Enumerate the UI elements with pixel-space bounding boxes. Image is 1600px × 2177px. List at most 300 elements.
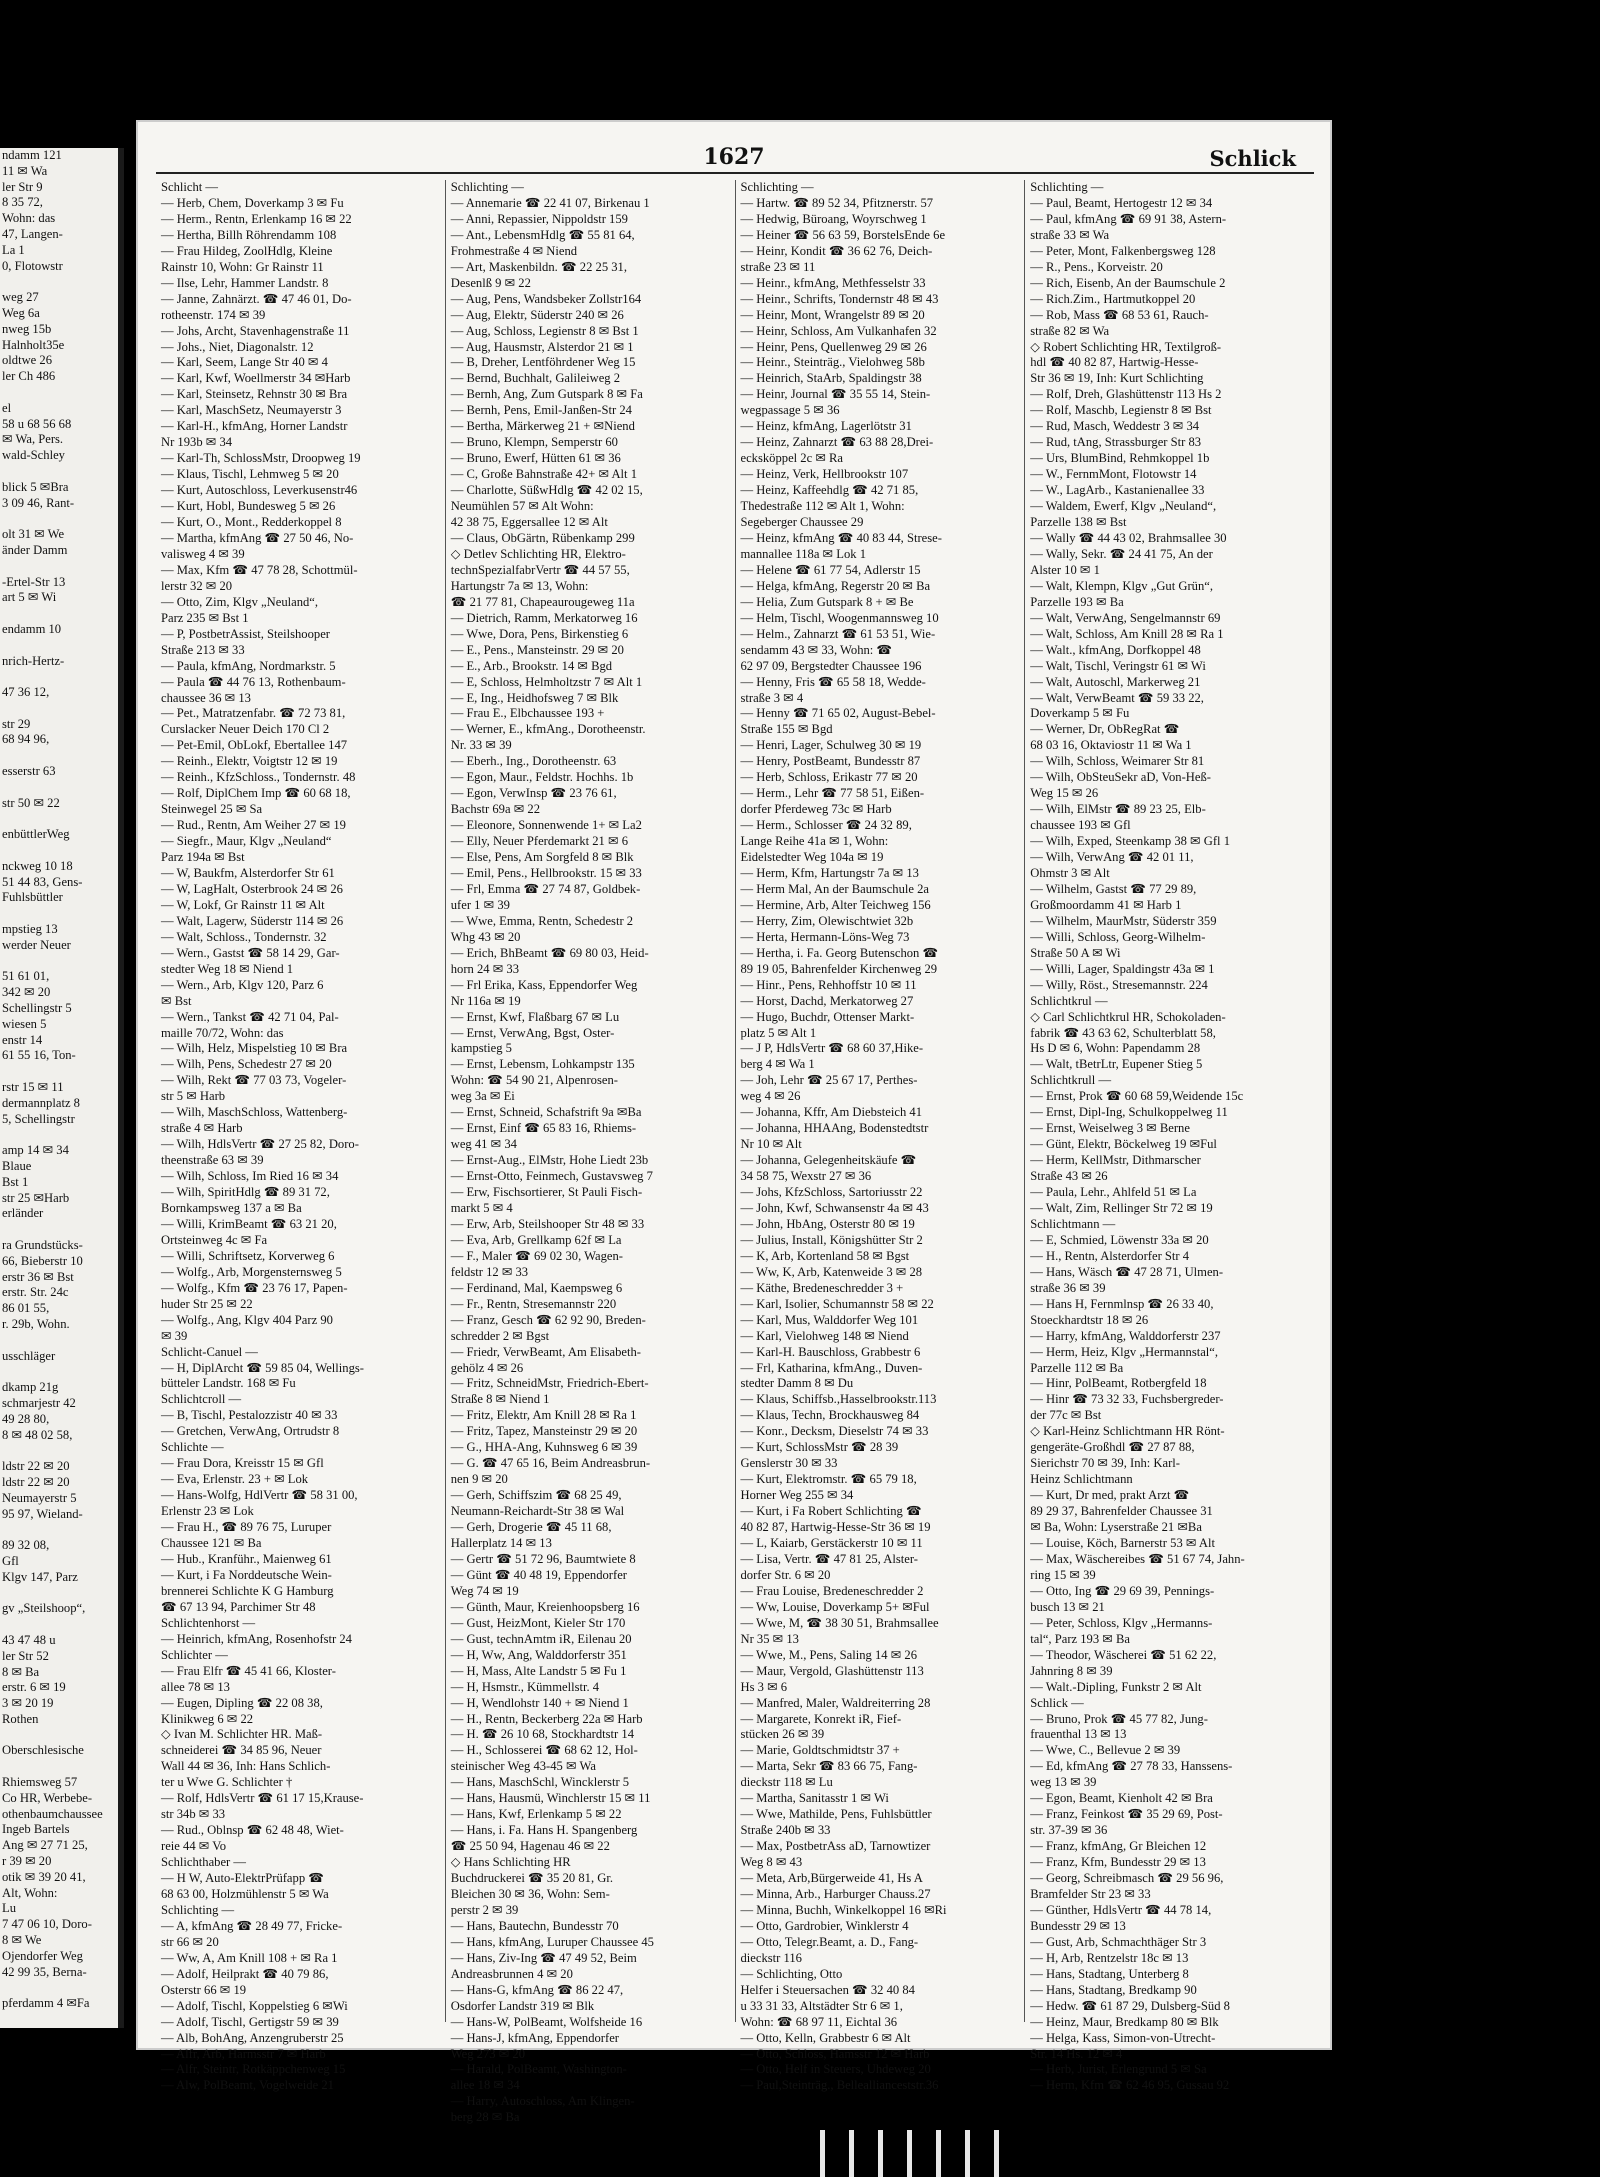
directory-entry-line: — Ww, Louise, Doverkamp 5+ ✉Ful: [740, 1599, 930, 1614]
previous-page-fragment: Klgv 147, Parz: [2, 1569, 78, 1584]
directory-entry-line: — Franz, Feinkost ☎ 35 29 69, Post-: [1030, 1807, 1223, 1822]
directory-entry-line: — Wilh, SpiritHdlg ☎ 89 31 72,: [161, 1185, 330, 1200]
directory-entry-line: Curslacker Neuer Deich 170 Cl 2: [161, 722, 330, 737]
directory-entry-line: dieckstr 116: [740, 1950, 802, 1965]
directory-entry-line: Nr 193b ✉ 34: [161, 435, 233, 450]
directory-entry-line: — Johanna, Gelegenheitskäufe ☎: [740, 1153, 917, 1168]
previous-page-fragment: ldstr 22 ✉ 20: [2, 1474, 70, 1489]
directory-entry-line: — Franz, kfmAng, Gr Bleichen 12: [1030, 1839, 1207, 1854]
directory-entry-line: str. 37-39 ✉ 36: [1030, 1823, 1108, 1838]
directory-entry-line: allee 78 ✉ 13: [161, 1679, 230, 1694]
directory-entry-line: — Rolf, DiplChem Imp ☎ 60 68 18,: [161, 786, 351, 801]
directory-entry-line: ◇ Ivan M. Schlichter HR. Maß-: [161, 1727, 323, 1742]
directory-entry-line: Helfer i Steuersachen ☎ 32 40 84: [740, 1982, 915, 1997]
directory-entry-line: — Aug, Hausmstr, Alsterdor 21 ✉ 1: [450, 339, 634, 354]
previous-page-fragment: [0, 464, 118, 480]
directory-entry-line: — E., Arb., Brookstr. 14 ✉ Bgd: [450, 658, 613, 673]
directory-entry-line: — Fritz, Tapez, Mansteinstr 29 ✉ 20: [450, 1424, 638, 1439]
previous-page-fragment: 8 35 72,: [2, 195, 43, 210]
directory-entry-line: Sierichstr 70 ✉ 39, Inh: Karl-: [1030, 1456, 1181, 1471]
directory-entry-line: stedter Damm 8 ✉ Du: [740, 1376, 854, 1391]
previous-page-fragment: othenbaumchaussee: [2, 1806, 103, 1821]
directory-entry-line: — B, Dreher, Lentföhrdener Weg 15: [450, 355, 636, 370]
directory-entry-line: — Ferdinand, Mal, Kaempsweg 6: [450, 1280, 623, 1295]
directory-entry-line: Frohmestraße 4 ✉ Niend: [450, 243, 578, 258]
previous-page-fragment: 3 ✉ 20 19: [2, 1696, 54, 1711]
previous-page-fragment: nckweg 10 18: [2, 858, 73, 873]
previous-page-fragment: [0, 748, 118, 764]
directory-entry-line: — Frau Hildeg, ZoolHdlg, Kleine: [161, 243, 333, 258]
directory-entry-line: bütteler Landstr. 168 ✉ Fu: [161, 1376, 296, 1391]
previous-page-fragment: Fuhlsbüttler: [2, 890, 63, 905]
directory-entry-line: — Karl-H., kfmAng, Horner Landstr: [161, 419, 348, 434]
directory-entry-line: — Georg, Schreibmasch ☎ 29 56 96,: [1030, 1871, 1224, 1886]
directory-entry-line: — Adolf, Tischl, Koppelstieg 6 ✉Wi: [161, 1998, 348, 2013]
directory-entry-line: Str 36 ✉ 19, Inh: Kurt Schlichting: [1030, 371, 1204, 386]
directory-entry-line: — Eberh., Ing., Dorotheenstr. 63: [450, 754, 617, 769]
directory-entry-line: — Otto, Helf in Steuers, Uhdeweg 20: [740, 2062, 931, 2077]
directory-entry-line: — Gretchen, VerwAng, Ortrudstr 8: [161, 1424, 340, 1439]
directory-entry-line: — Heinrich, StaArb, Spaldingstr 38: [740, 371, 922, 386]
directory-entry-line: — Henny ☎ 71 65 02, August-Bebel-: [740, 706, 936, 721]
directory-entry-line: — Rolf, Maschb, Legienstr 8 ✉ Bst: [1030, 403, 1212, 418]
directory-entry-line: Straße 50 A ✉ Wi: [1030, 945, 1121, 960]
previous-page-fragment: 61 55 16, Ton-: [2, 1048, 76, 1063]
directory-entry-line: perstr 2 ✉ 39: [450, 1902, 519, 1917]
directory-entry-line: stedter Weg 18 ✉ Niend 1: [161, 961, 294, 976]
directory-entry-line: brennerei Schlichte K G Hamburg: [161, 1583, 334, 1598]
directory-entry-line: — Ernst, Prok ☎ 60 68 59,Weidende 15c: [1030, 1089, 1244, 1104]
directory-entry-line: Hs 3 ✉ 6: [740, 1679, 788, 1694]
previous-page-fragment: wiesen 5: [2, 1016, 47, 1031]
directory-entry-line: — Walt, VerwBeamt ☎ 59 33 22,: [1030, 690, 1204, 705]
directory-entry-line: — Ed, kfmAng ☎ 27 78 33, Hanssens-: [1030, 1759, 1233, 1774]
directory-entry-line: — Heinr, Journal ☎ 35 55 14, Stein-: [740, 387, 931, 402]
directory-entry-line: — Herry, Zim, Olewischtwiet 32b: [740, 913, 914, 928]
directory-entry-line: schredder 2 ✉ Bgst: [450, 1328, 550, 1343]
directory-entry-line: — Wilh, Schloss, Weimarer Str 81: [1030, 754, 1205, 769]
directory-entry-line: — Aug, Elektr, Süderstr 240 ✉ 26: [450, 307, 624, 322]
directory-entry-line: — Bertha, Märkerweg 21 + ✉Niend: [450, 419, 635, 434]
directory-entry-line: dorfer Pferdeweg 73c ✉ Harb: [740, 802, 892, 817]
directory-entry-line: — Karl-Th, SchlossMstr, Droopweg 19: [161, 451, 361, 466]
directory-entry-line: — Willi, KrimBeamt ☎ 63 21 20,: [161, 1216, 337, 1231]
directory-entry-line: — Hub., Kranführ., Maienweg 61: [161, 1551, 332, 1566]
directory-entry-line: dieckstr 118 ✉ Lu: [740, 1775, 833, 1790]
previous-page-fragment: pferdamm 4 ✉Fa: [2, 1996, 90, 2011]
directory-entry-line: Nr 116a ✉ 19: [450, 993, 521, 1008]
directory-entry-line: Bachstr 69a ✉ 22: [450, 802, 540, 817]
previous-page-fragment: [0, 1127, 118, 1143]
directory-entry-line: 68 63 00, Holzmühlenstr 5 ✉ Wa: [161, 1886, 329, 1901]
directory-entry-line: Schlicht —: [161, 180, 219, 194]
directory-entry-line: — E, Ing., Heidhofsweg 7 ✉ Blk: [450, 690, 619, 705]
previous-page-fragment: nweg 15b: [2, 321, 52, 336]
previous-page-fragment: r 39 ✉ 20: [2, 1854, 52, 1869]
directory-entry-line: — Karl, MaschSetz, Neumayerstr 3: [161, 403, 342, 418]
directory-entry-line: — Egon, VerwInsp ☎ 23 76 61,: [450, 786, 617, 801]
directory-entry-line: — Walt, tBetrLtr, Eupener Stieg 5: [1030, 1057, 1203, 1072]
directory-entry-line: — Reinh., KfzSchloss., Tondernstr. 48: [161, 770, 356, 785]
directory-entry-line: — Wilh, Helz, Mispelstieg 10 ✉ Bra: [161, 1041, 348, 1056]
directory-entry-line: — Ernst, Einf ☎ 65 83 16, Rhiems-: [450, 1121, 637, 1136]
previous-page-fragment: Ingeb Bartels: [2, 1822, 70, 1837]
directory-entry-line: — Helia, Zum Gutspark 8 + ✉ Be: [740, 594, 914, 609]
directory-entry-line: Weg 273 ✉ 20: [450, 2046, 525, 2061]
directory-entry-line: Straße 240b ✉ 33: [740, 1823, 831, 1838]
directory-entry-line: — Helga, Kass, Simon-von-Utrecht-: [1030, 2030, 1216, 2045]
directory-entry-line: — C, Große Bahnstraße 42+ ✉ Alt 1: [450, 467, 637, 482]
directory-entry-line: — Hans, Stadtang, Unterberg 8: [1030, 1966, 1189, 1981]
directory-entry-line: — P, PostbetrAssist, Steilshooper: [161, 626, 330, 641]
directory-entry-line: Schlichtenhorst —: [161, 1615, 256, 1630]
directory-entry-line: — Waldem, Ewerf, Klgv „Neuland“,: [1030, 499, 1217, 514]
directory-entry-line: Hallerplatz 14 ✉ 13: [450, 1536, 552, 1551]
previous-page-fragment: Rhiemsweg 57: [2, 1775, 78, 1790]
directory-entry-line: — Rud., Oblnsp ☎ 62 48 48, Wiet-: [161, 1823, 344, 1838]
directory-entry-line: weg 41 ✉ 34: [450, 1137, 517, 1152]
directory-entry-line: mannallee 118a ✉ Lok 1: [740, 546, 866, 561]
directory-entry-line: ◇ Robert Schlichting HR, Textilgroß-: [1030, 339, 1222, 354]
directory-entry-line: — Walt, Tischl, Veringstr 61 ✉ Wi: [1030, 658, 1206, 673]
directory-entry-line: — H, Ww, Ang, Walddorferstr 351: [450, 1647, 627, 1662]
previous-page-fragment: erstr 36 ✉ Bst: [2, 1269, 74, 1284]
directory-entry-line: — Paul,Steinträg., Belleallianceststr.36: [740, 2078, 939, 2093]
directory-entry-line: Weg 8 ✉ 43: [740, 1855, 803, 1870]
directory-entry-line: — Hans, Stadtang, Bredkamp 90: [1030, 1982, 1197, 1997]
directory-entry-line: — H W, Auto-ElektrPrüfapp ☎: [161, 1871, 324, 1886]
previous-page-fragment: [0, 954, 118, 970]
directory-entry-line: — Willi, Schloss, Georg-Wilhelm-: [1030, 929, 1206, 944]
directory-entry-line: Chaussee 121 ✉ Ba: [161, 1536, 262, 1551]
directory-entry-line: Straße 213 ✉ 33: [161, 642, 245, 657]
previous-page-fragment: 5, Schellingstr: [2, 1111, 75, 1126]
previous-page-fragment: Wohn: das: [2, 211, 56, 226]
directory-entry-line: — Wwe, Mathilde, Pens, Fuhlsbüttler: [740, 1807, 932, 1822]
directory-entry-line: — Werner, E., kfmAng., Dorotheenstr.: [450, 722, 646, 737]
directory-entry-line: — Heinr, Schloss, Am Vulkanhafen 32: [740, 323, 937, 338]
directory-entry-line: — Karl, Steinsetz, Rehnstr 30 ✉ Bra: [161, 387, 348, 402]
previous-page-fragment: [0, 1064, 118, 1080]
previous-page-fragment: erländer: [2, 1206, 44, 1221]
directory-entry-line: — H, DiplArcht ☎ 59 85 04, Wellings-: [161, 1360, 364, 1375]
previous-page-fragment: blick 5 ✉Bra: [2, 479, 69, 494]
directory-entry-line: — Walt, Lagerw, Süderstr 114 ✉ 26: [161, 913, 344, 928]
directory-entry-line: — Franz, Gesch ☎ 62 92 90, Breden-: [450, 1312, 646, 1327]
directory-entry-line: ☎ 21 77 81, Chapeaurougeweg 11a: [450, 594, 635, 609]
previous-page-fragment: rstr 15 ✉ 11: [2, 1080, 64, 1095]
directory-entry-line: — Margarete, Konrekt iR, Fief-: [740, 1711, 902, 1726]
directory-entry-line: — Urs, BlumBind, Rehmkoppel 1b: [1030, 451, 1210, 466]
previous-page-fragment: gv „Steilshoop“,: [2, 1601, 86, 1616]
previous-page-fragment: Bst 1: [2, 1174, 29, 1189]
directory-entry-line: straße 23 ✉ 11: [740, 259, 816, 274]
directory-entry-line: — Eleonore, Sonnenwende 1+ ✉ La2: [450, 818, 642, 833]
directory-entry-line: ◇ Karl-Heinz Schlichtmann HR Rönt-: [1030, 1424, 1225, 1439]
previous-page-fragment: oldtwe 26: [2, 353, 53, 368]
directory-entry-line: — Harry, Autoschloss, Am Klingen-: [450, 2094, 635, 2109]
directory-entry-line: — Gust, technAmtm iR, Eilenau 20: [450, 1631, 632, 1646]
directory-entry-line: Schlichting —: [740, 180, 814, 194]
column-1: [156, 180, 445, 2093]
directory-entry-line: Nr 35 ✉ 13: [740, 1631, 799, 1646]
previous-page-fragment: el: [2, 400, 12, 415]
directory-entry-line: Weg 15 ✉ 26: [1030, 786, 1099, 801]
directory-entry-line: — Kurt, SchlossMstr ☎ 28 39: [740, 1440, 899, 1455]
directory-entry-line: straße 3 ✉ 4: [740, 690, 804, 705]
directory-entry-line: — Klaus, Schiffsb.,Hasselbrookstr.113: [740, 1392, 937, 1407]
directory-entry-line: Parzelle 138 ✉ Bst: [1030, 515, 1127, 530]
directory-entry-line: — Otto, Kelln, Grabbestr 6 ✉ Alt: [740, 2030, 911, 2045]
directory-entry-line: Lange Reihe 41a ✉ 1, Wohn:: [740, 834, 889, 849]
directory-entry-line: — Hans, Hausmü, Winchlerstr 15 ✉ 11: [450, 1791, 651, 1806]
directory-entry-line: Doverkamp 5 ✉ Fu: [1030, 706, 1130, 721]
directory-entry-line: sendamm 43 ✉ 33, Wohn: ☎: [740, 642, 893, 657]
directory-entry-line: — Otto, Telegr.Beamt, a. D., Fang-: [740, 1934, 919, 1949]
directory-entry-line: — Theodor, Wäscherei ☎ 51 62 22,: [1030, 1647, 1217, 1662]
previous-page-fragment: 95 97, Wieland-: [2, 1506, 83, 1521]
directory-entry-line: maille 70/72, Wohn: das: [161, 1025, 284, 1040]
previous-page-fragment: endamm 10: [2, 621, 62, 636]
directory-entry-line: — Pet-Emil, ObLokf, Ebertallee 147: [161, 738, 348, 753]
previous-page-fragment: [0, 780, 118, 796]
previous-page-fragment: enstr 14: [2, 1032, 43, 1047]
directory-entry-line: — Bruno, Klempn, Semperstr 60: [450, 435, 618, 450]
directory-entry-line: Schlichter —: [161, 1647, 228, 1662]
directory-entry-line: — Gerh, Drogerie ☎ 45 11 68,: [450, 1520, 612, 1535]
directory-entry-line: — Karl, Kwf, Woellmerstr 34 ✉Harb: [161, 371, 351, 386]
directory-entry-line: — Walt, Schloss, Am Knill 28 ✉ Ra 1: [1030, 626, 1224, 641]
directory-entry-line: — Adolf, Heilprakt ☎ 40 79 86,: [161, 1966, 329, 1981]
directory-entry-line: — Alfr, Arb, Harmsstr 7 ✉ Harb: [161, 2046, 326, 2061]
previous-page-fragment: [0, 385, 118, 401]
directory-entry-line: — Fritz, SchneidMstr, Friedrich-Ebert-: [450, 1376, 649, 1391]
directory-entry-line: — Fr., Rentn, Stresemannstr 220: [450, 1296, 617, 1311]
directory-entry-line: — G., HHA-Ang, Kuhnsweg 6 ✉ 39: [450, 1440, 638, 1455]
directory-entry-line: ufer 1 ✉ 39: [450, 897, 510, 912]
directory-entry-line: — Wilh, Schloss, Im Ried 16 ✉ 34: [161, 1169, 339, 1184]
directory-entry-line: — Herta, Hermann-Löns-Weg 73: [740, 929, 910, 944]
previous-page-fragment: [0, 843, 118, 859]
directory-entry-line: Parz 235 ✉ Bst 1: [161, 610, 249, 625]
directory-entry-line: — Rob, Mass ☎ 68 53 61, Rauch-: [1030, 307, 1209, 322]
directory-entry-line: — Hans-J, kfmAng, Eppendorfer: [450, 2030, 619, 2045]
directory-entry-line: — Horst, Dachd, Merkatorweg 27: [740, 993, 914, 1008]
previous-page-fragment: [0, 606, 118, 622]
directory-entry-line: — Wilh, ObSteuSekr aD, Von-Heß-: [1030, 770, 1211, 785]
directory-entry-line: straße 33 ✉ Wa: [1030, 227, 1110, 242]
directory-entry-line: — Hans, kfmAng, Luruper Chaussee 45: [450, 1934, 654, 1949]
previous-page-fragment: [0, 559, 118, 575]
directory-entry-line: fabrik ☎ 43 63 62, Schulterblatt 58,: [1030, 1025, 1216, 1040]
directory-entry-line: — Hans, Kwf, Erlenkamp 5 ✉ 22: [450, 1807, 622, 1822]
directory-entry-line: — E, Schmied, Löwenstr 33a ✉ 20: [1030, 1232, 1209, 1247]
previous-page-fragment: 66, Bieberstr 10: [2, 1253, 83, 1268]
directory-entry-line: — Erw, Fischsortierer, St Pauli Fisch-: [450, 1185, 643, 1200]
directory-entry-line: — Kurt, Dr med, prakt Arzt ☎: [1030, 1488, 1190, 1503]
directory-entry-line: reie 44 ✉ Vo: [161, 1839, 227, 1854]
previous-page-fragment: Lu: [2, 1901, 16, 1916]
directory-entry-line: — Wilh, VerwAng ☎ 42 01 11,: [1030, 850, 1194, 865]
directory-entry-line: — Elly, Neuer Pferdemarkt 21 ✉ 6: [450, 834, 629, 849]
directory-entry-line: Schlichtkrull —: [1030, 1073, 1112, 1088]
directory-entry-line: markt 5 ✉ 4: [450, 1201, 513, 1215]
directory-entry-line: Schlichting —: [450, 180, 524, 194]
directory-entry-line: — Hans, Ziv-Ing ☎ 47 49 52, Beim: [450, 1950, 637, 1965]
directory-entry-line: — Pet., Matratzenfabr. ☎ 72 73 81,: [161, 706, 346, 721]
directory-entry-line: — H, Wendlohstr 140 + ✉ Niend 1: [450, 1695, 629, 1710]
directory-entry-line: — Ernst-Otto, Feinmech, Gustavsweg 7: [450, 1169, 653, 1184]
directory-entry-line: — Helene ☎ 61 77 54, Adlerstr 15: [740, 562, 921, 577]
directory-entry-line: — Eva, Arb, Grellkamp 62f ✉ La: [450, 1232, 622, 1247]
directory-entry-line: — Johanna, Kffr, Am Diebsteich 41: [740, 1105, 922, 1120]
directory-entry-line: — Alw, PolBeamt, Vogelweide 21: [161, 2078, 334, 2093]
directory-entry-line: — Ernst, Kwf, Flaßbarg 67 ✉ Lu: [450, 1009, 620, 1024]
directory-entry-line: — Frau E., Elbchaussee 193 +: [450, 706, 605, 721]
directory-entry-line: — Hans, MaschSchl, Wincklerstr 5: [450, 1775, 630, 1790]
directory-entry-line: — Else, Pens, Am Sorgfeld 8 ✉ Blk: [450, 850, 634, 865]
previous-page-fragment: r. 29b, Wohn.: [2, 1316, 70, 1331]
directory-entry-line: ◇ Carl Schlichtkrul HR, Schokoladen-: [1030, 1009, 1226, 1024]
directory-entry-line: — Wwe, Dora, Pens, Birkenstieg 6: [450, 626, 629, 641]
directory-entry-line: — Paula, Lehr., Ahlfeld 51 ✉ La: [1030, 1185, 1197, 1200]
previous-page-fragment: amp 14 ✉ 34: [2, 1143, 69, 1158]
directory-entry-line: — Erich, BhBeamt ☎ 69 80 03, Heid-: [450, 945, 649, 960]
previous-page-edge: [0, 148, 124, 2028]
directory-entry-line: — Johs, Archt, Stavenhagenstraße 11: [161, 323, 350, 338]
directory-entry-line: — Wilh, HdlsVertr ☎ 27 25 82, Doro-: [161, 1137, 359, 1152]
directory-entry-line: — W., FernmMont, Flotowstr 14: [1030, 467, 1197, 482]
directory-entry-line: — Herb, Jurist, Erlengrund 5 ✉ Sa: [1030, 2062, 1207, 2077]
directory-entry-line: — Minna, Arb., Harburger Chauss.27: [740, 1886, 931, 1901]
directory-entry-line: — Rich, Eisenb, An der Baumschule 2: [1030, 275, 1226, 290]
directory-entry-line: — Charlotte, SüßwHdlg ☎ 42 02 15,: [450, 483, 643, 498]
previous-page-fragment: 7 47 06 10, Doro-: [2, 1917, 92, 1932]
previous-page-fragment: [0, 274, 118, 290]
directory-entry-line: straße 36 ✉ 39: [1030, 1280, 1106, 1295]
directory-entry-line: — Karl, Mus, Walddorfer Weg 101: [740, 1312, 919, 1327]
directory-entry-line: — Reinh., Elektr, Voigtstr 12 ✉ 19: [161, 754, 338, 769]
directory-entry-line: Eidelstedter Weg 104a ✉ 19: [740, 850, 884, 865]
directory-entry-line: feldstr 12 ✉ 33: [450, 1264, 529, 1279]
directory-entry-line: Andreasbrunnen 4 ✉ 20: [450, 1966, 573, 1981]
previous-page-fragment: esserstr 63: [2, 764, 56, 779]
previous-page-fragment: Ang ✉ 27 71 25,: [2, 1838, 88, 1853]
directory-entry-line: — Willi, Schriftsetz, Korverweg 6: [161, 1248, 335, 1263]
directory-entry-line: — Wilh, MaschSchloss, Wattenberg-: [161, 1105, 348, 1120]
directory-entry-line: huder Str 25 ✉ 22: [161, 1296, 253, 1311]
directory-entry-line: — Otto, Ing ☎ 29 69 39, Pennings-: [1030, 1583, 1215, 1598]
directory-entry-line: — Alfr, Steintr, Rotkäppchenweg 15: [161, 2062, 346, 2077]
directory-entry-line: — Günth, Maur, Kreienhoopsberg 16: [450, 1599, 640, 1614]
directory-entry-line: — Hinr ☎ 73 32 33, Fuchsbergreder-: [1030, 1392, 1224, 1407]
directory-entry-line: Steinwegel 25 ✉ Sa: [161, 802, 263, 817]
directory-entry-line: — Hertha, i. Fa. Georg Butenschon ☎: [740, 945, 939, 960]
directory-entry-line: — E, Schloss, Helmholtzstr 7 ✉ Alt 1: [450, 674, 643, 689]
directory-entry-line: Straße 155 ✉ Bgd: [740, 722, 833, 737]
directory-entry-line: — W., LagArb., Kastanienallee 33: [1030, 483, 1205, 498]
directory-entry-line: — Johanna, HHAAng, Bodenstedtstr: [740, 1121, 929, 1136]
previous-page-fragment: [0, 1980, 118, 1996]
directory-entry-line: — Frl, Katharina, kfmAng., Duven-: [740, 1360, 923, 1375]
directory-entry-line: — Rich.Zim., Hartmutkoppel 20: [1030, 291, 1196, 306]
directory-entry-line: — Herm Mal, An der Baumschule 2a: [740, 881, 930, 896]
directory-entry-line: Schlichting —: [1030, 180, 1104, 194]
directory-entry-line: ter u Wwe G. Schlichter †: [161, 1775, 293, 1790]
directory-entry-line: Schlick —: [1030, 1695, 1084, 1710]
directory-entry-line: — Heinz, kfmAng ☎ 40 83 44, Strese-: [740, 530, 942, 545]
directory-entry-line: theenstraße 63 ✉ 39: [161, 1153, 264, 1168]
directory-entry-line: — B, Tischl, Pestalozzistr 40 ✉ 33: [161, 1408, 338, 1423]
directory-entry-line: — Frl, Emma ☎ 27 74 87, Goldbek-: [450, 881, 641, 896]
directory-entry-line: — Wern., Arb, Klgv 120, Parz 6: [161, 977, 324, 992]
directory-entry-line: str 66 ✉ 20: [161, 1934, 219, 1949]
directory-entry-line: Hartungstr 7a ✉ 13, Wohn:: [450, 578, 589, 593]
directory-entry-line: — Klaus, Techn, Brockhausweg 84: [740, 1408, 920, 1423]
directory-entry-line: ecksköppel 2c ✉ Ra: [740, 451, 844, 466]
directory-entry-line: 89 29 37, Bahrenfelder Chaussee 31: [1030, 1504, 1213, 1519]
column-3: [735, 180, 1025, 2093]
directory-entry-line: — Wern., Gastst ☎ 58 14 29, Gar-: [161, 945, 340, 960]
directory-entry-line: — Helga, kfmAng, Regerstr 20 ✉ Ba: [740, 578, 931, 593]
directory-entry-line: Wohn: ☎ 68 97 11, Eichtal 36: [740, 2014, 898, 2029]
directory-entry-line: — Rolf, Dreh, Glashüttenstr 113 Hs 2: [1030, 387, 1222, 402]
directory-entry-line: — Hinr., Pens, Rehhoffstr 10 ✉ 11: [740, 977, 917, 992]
page-header: [136, 136, 1332, 172]
previous-page-fragment: otik ✉ 39 20 41,: [2, 1869, 86, 1884]
directory-entry-line: — Ernst, VerwAng, Bgst, Oster-: [450, 1025, 615, 1040]
directory-entry-line: — Egon, Maur., Feldstr. Hochhs. 1b: [450, 770, 634, 785]
previous-page-fragment: Schellingstr 5: [2, 1001, 72, 1016]
directory-entry-line: Bramfelder Str 23 ✉ 33: [1030, 1886, 1151, 1901]
previous-page-fragment: ✉ Wa, Pers.: [2, 432, 64, 447]
directory-entry-line: — Rud, Masch, Weddestr 3 ✉ 34: [1030, 419, 1200, 434]
directory-entry-line: berg 4 ✉ Wa 1: [740, 1057, 815, 1072]
directory-entry-line: — Max, PostbetrAss aD, Tarnowtizer: [740, 1839, 931, 1854]
directory-entry-line: — Wern., Tankst ☎ 42 71 04, Pal-: [161, 1009, 339, 1024]
previous-page-fragment: 8 ✉ Ba: [2, 1664, 40, 1679]
directory-entry-line: — Wolfg., Ang, Klgv 404 Parz 90: [161, 1312, 333, 1327]
previous-page-fragment: dkamp 21g: [2, 1380, 59, 1395]
directory-entry-line: straße 4 ✉ Harb: [161, 1121, 243, 1136]
previous-page-fragment: schmarjestr 42: [2, 1395, 76, 1410]
directory-entry-line: — Marta, Sekr ☎ 83 66 75, Fang-: [740, 1759, 918, 1774]
directory-entry-line: — K, Arb, Kortenland 58 ✉ Bgst: [740, 1248, 910, 1263]
directory-entry-line: Schlichthaber —: [161, 1855, 246, 1870]
directory-entry-line: — J P, HdlsVertr ☎ 68 60 37,Hike-: [740, 1041, 924, 1056]
directory-entry-line: — Ilse, Lehr, Hammer Landstr. 8: [161, 275, 329, 290]
directory-entry-line: wegpassage 5 ✉ 36: [740, 403, 840, 418]
previous-page-fragment: [0, 1333, 118, 1349]
directory-entry-line: Klinikweg 6 ✉ 22: [161, 1711, 254, 1726]
directory-entry-line: ✉ Ba, Wohn: Lyserstraße 21 ✉Ba: [1030, 1520, 1202, 1535]
directory-entry-line: — Aug, Schloss, Legienstr 8 ✉ Bst 1: [450, 323, 639, 338]
directory-entry-line: — Frau Dora, Kreisstr 15 ✉ Gfl: [161, 1456, 324, 1471]
directory-entry-line: — Alb, BohAng, Anzengruberstr 25: [161, 2030, 344, 2045]
previous-page-fragment: werder Neuer: [2, 937, 71, 952]
directory-entry-line: Straße 43 ✉ 26: [1030, 1169, 1108, 1184]
directory-entry-line: tal“, Parz 193 ✉ Ba: [1030, 1631, 1130, 1646]
previous-page-fragment: wald-Schley: [2, 448, 65, 463]
previous-page-fragment: str 25 ✉Harb: [2, 1190, 70, 1205]
directory-entry-line: — Ernst, Lebensm, Lohkampstr 135: [450, 1057, 635, 1072]
directory-entry-line: u 33 31 33, Altstädter Str 6 ✉ 1,: [740, 1998, 903, 2013]
directory-entry-line: — H, Mass, Alte Landstr 5 ✉ Fu 1: [450, 1663, 627, 1678]
directory-entry-line: — Karl, Vielohweg 148 ✉ Niend: [740, 1328, 909, 1343]
previous-page-fragment: [0, 511, 118, 527]
directory-entry-line: — Bernh, Pens, Emil-Janßen-Str 24: [450, 403, 632, 418]
directory-entry-line: — Egon, Beamt, Kienholt 42 ✉ Bra: [1030, 1791, 1213, 1806]
